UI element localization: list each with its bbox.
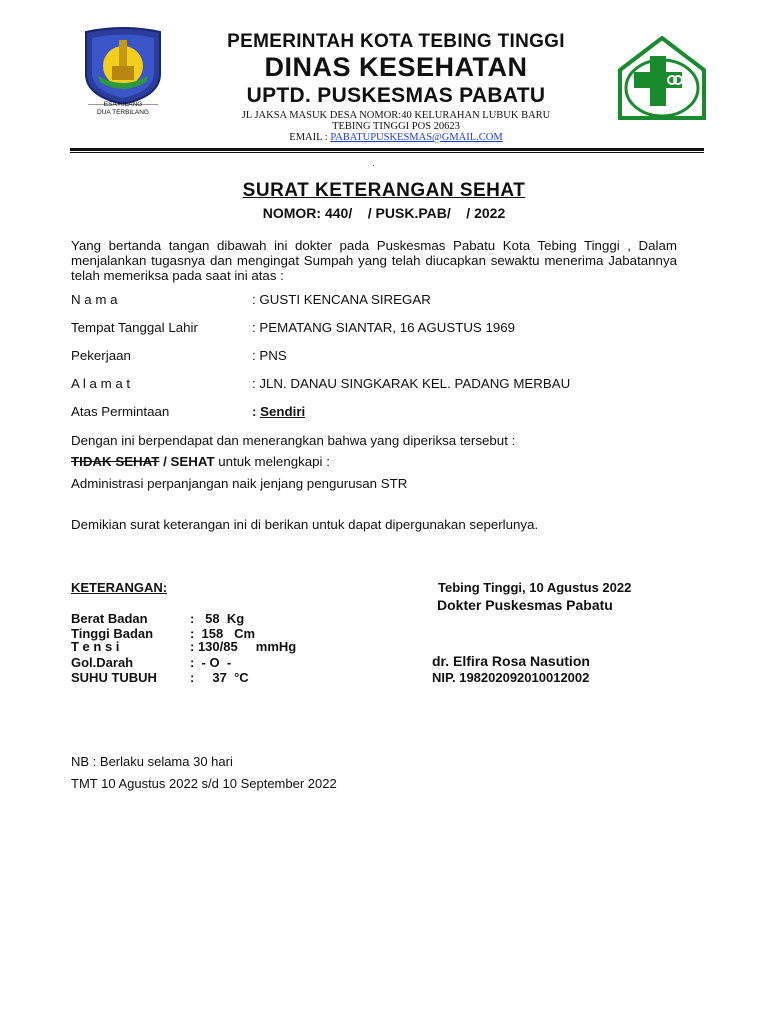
status-healthy: / SEHAT (159, 454, 215, 469)
header-department: DINAS KESEHATAN (264, 52, 528, 82)
height-label: Tinggi Badan (71, 626, 154, 641)
validity-period: TMT 10 Agustus 2022 s/d 10 September 2022 (71, 776, 337, 791)
signer-role: Dokter Puskesmas Pabatu (437, 597, 613, 613)
name-value: : GUSTI KENCANA SIREGAR (252, 292, 431, 307)
status-not-healthy: TIDAK SEHAT (71, 454, 160, 469)
occupation-label: Pekerjaan (71, 348, 131, 363)
stray-dot: . (372, 158, 375, 168)
place-date: Tebing Tinggi, 10 Agustus 2022 (438, 580, 632, 595)
header-unit: UPTD. PUSKESMAS PABATU (246, 84, 546, 107)
statement-line: Dengan ini berpendapat dan menerangkan bahwa yang diperiksa tersebut : (71, 433, 516, 448)
blood-type-label: Gol.Darah (71, 655, 134, 670)
request-value-line (252, 404, 305, 419)
purpose-line: Administrasi perpanjangan naik jenjang pengurusan STR (71, 476, 408, 491)
request-colon: : (252, 404, 261, 419)
email-link[interactable]: PABATUPUSKESMAS@GMAIL.COM (330, 132, 503, 143)
occupation-value: : PNS (252, 348, 287, 363)
height-value: : 158 Cm (190, 626, 256, 641)
temperature-value: : 37 °C (190, 670, 249, 685)
crest-motto-line2: DUA TERBILANG (97, 109, 149, 116)
request-label: Atas Permintaan (71, 404, 170, 419)
document-title: SURAT KETERANGAN SEHAT (242, 180, 526, 201)
email-label: EMAIL : (289, 132, 331, 143)
request-value: Sendiri (260, 404, 306, 419)
header-address-line2: TEBING TINGGI POS 20623 (332, 121, 460, 132)
closing-line: Demikian surat keterangan ini di berikan untuk dapat dipergunakan seperlunya. (71, 517, 539, 532)
birth-label: Tempat Tanggal Lahir (71, 320, 198, 335)
intro-paragraph: Yang bertanda tangan dibawah ini dokter pada Puskesmas Pabatu Kota Tebing Tinggi , Dalam menjalankan tugasnya dan mengingat Sumpah yang telah diucapkan sewaktu menerima Jabatannya telah memeriksa pada saat ini atas : (71, 238, 677, 283)
health-status-line (71, 454, 330, 469)
crest-motto-line1: ESA HILANG (103, 101, 143, 108)
letterhead-divider-thick (70, 148, 704, 151)
document-number: NOMOR: 440/ / PUSK.PAB/ / 2022 (262, 205, 506, 221)
weight-label: Berat Badan (71, 611, 148, 626)
temperature-label: SUHU TUBUH (71, 670, 157, 685)
validity-note: NB : Berlaku selama 30 hari (71, 754, 233, 769)
address-label: A l a m a t (71, 376, 131, 391)
name-label: N a m a (71, 292, 118, 307)
letterhead-divider-thin (70, 152, 704, 153)
header-government: PEMERINTAH KOTA TEBING TINGGI (227, 31, 565, 52)
address-value: : JLN. DANAU SINGKARAK KEL. PADANG MERBAU (252, 376, 571, 391)
header-email-line (196, 132, 596, 143)
signer-nip: NIP. 198202092010012002 (432, 670, 590, 685)
header-address-line1: JL JAKSA MASUK DESA NOMOR:40 KELURAHAN LUBUK BARU (241, 110, 551, 121)
status-purpose-intro: untuk melengkapi : (214, 454, 330, 469)
remarks-heading: KETERANGAN: (71, 580, 168, 595)
blood-pressure-label: T e n s i (71, 639, 120, 654)
weight-value: : 58 Kg (190, 611, 245, 626)
blood-type-value: : - O - (190, 655, 232, 670)
signer-name: dr. Elfira Rosa Nasution (432, 653, 590, 669)
blood-pressure-value: : 130/85 mmHg (190, 639, 297, 654)
puskesmas-logo (618, 36, 706, 120)
birth-value: : PEMATANG SIANTAR, 16 AGUSTUS 1969 (252, 320, 516, 335)
